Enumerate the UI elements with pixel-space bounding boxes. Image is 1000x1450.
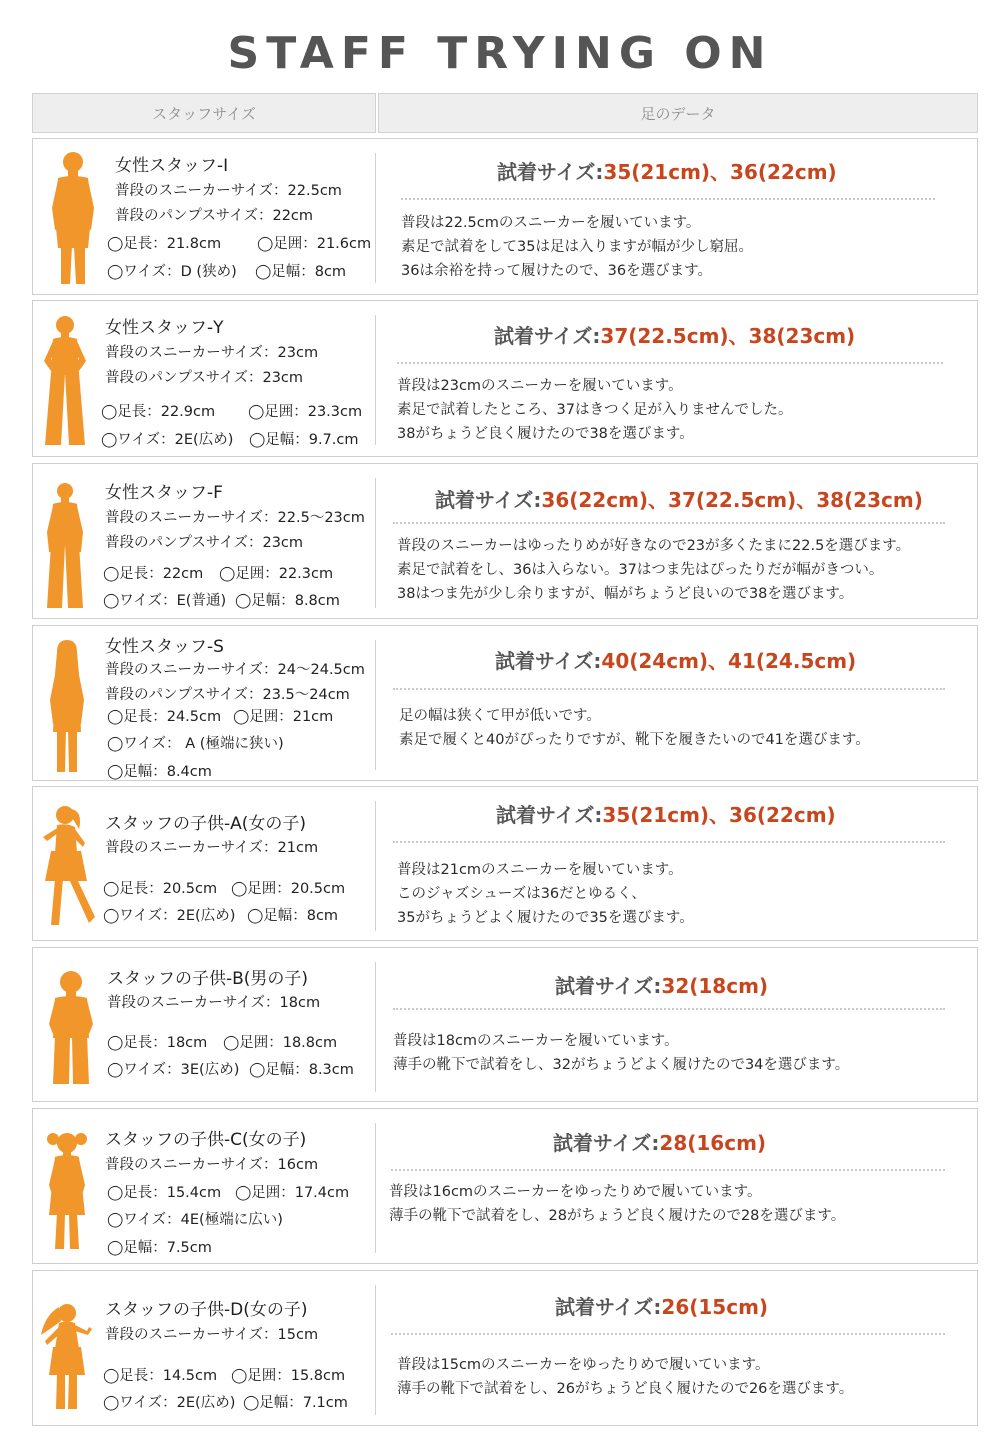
header-staff-size: スタッフサイズ bbox=[32, 93, 376, 133]
try-size-value: 35(21cm)、36(22cm) bbox=[603, 160, 837, 184]
comment-line: 薄手の靴下で試着をし、32がちょうどよく履けたので34を選びます。 bbox=[393, 1057, 850, 1073]
table-header bbox=[32, 93, 978, 133]
foot-wise: ◯ワイズ：E(普通) bbox=[103, 593, 227, 609]
try-size-label: 試着サイズ: bbox=[555, 1295, 662, 1319]
foot-girth: ◯足囲：21.6cm bbox=[257, 236, 372, 252]
sneaker-size: 普段のスニーカーサイズ：22.5〜23cm bbox=[105, 510, 365, 526]
try-size-label: 試着サイズ: bbox=[495, 649, 602, 673]
sneaker-size: 普段のスニーカーサイズ：18cm bbox=[107, 995, 321, 1011]
foot-width: ◯足幅：7.1cm bbox=[243, 1395, 348, 1411]
foot-girth: ◯足囲：18.8cm bbox=[223, 1035, 338, 1051]
column-divider bbox=[375, 478, 376, 608]
foot-wise: ◯ワイズ：2E(広め) bbox=[103, 908, 236, 924]
sneaker-size: 普段のスニーカーサイズ：21cm bbox=[105, 840, 319, 856]
sneaker-size: 普段のスニーカーサイズ：15cm bbox=[105, 1327, 319, 1343]
try-size-value: 32(18cm) bbox=[661, 974, 769, 998]
foot-length: ◯足長：24.5cm bbox=[107, 709, 222, 725]
sneaker-size: 普段のスニーカーサイズ：24〜24.5cm bbox=[105, 662, 365, 678]
comment-line: 素足で試着をし、36は入らない。37はつま先はぴったりだが幅がきつい。 bbox=[397, 562, 884, 578]
foot-girth: ◯足囲：15.8cm bbox=[231, 1368, 346, 1384]
woman-silhouette-icon bbox=[43, 147, 103, 289]
foot-length: ◯足長：15.4cm bbox=[107, 1185, 222, 1201]
sneaker-size: 普段のスニーカーサイズ：22.5cm bbox=[115, 183, 342, 199]
dotted-divider bbox=[393, 1008, 945, 1010]
try-size-value: 35(21cm)、36(22cm) bbox=[602, 803, 836, 827]
column-divider bbox=[375, 315, 376, 445]
pumps-size: 普段のパンプスサイズ：23cm bbox=[105, 370, 304, 386]
try-size-label: 試着サイズ: bbox=[496, 803, 603, 827]
sneaker-size: 普段のスニーカーサイズ：23cm bbox=[105, 345, 319, 361]
staff-name: スタッフの子供-B(男の子) bbox=[107, 969, 309, 989]
pumps-size: 普段のパンプスサイズ：22cm bbox=[115, 208, 314, 224]
comment-line: 素足で試着したところ、37はきつく足が入りませんでした。 bbox=[397, 402, 793, 418]
foot-girth: ◯足囲：23.3cm bbox=[248, 404, 363, 420]
dotted-divider bbox=[393, 522, 945, 524]
comment-line: 普段は16cmのスニーカーをゆったりめで履いています。 bbox=[389, 1184, 762, 1200]
try-size-label: 試着サイズ: bbox=[494, 324, 601, 348]
foot-girth: ◯足囲：22.3cm bbox=[219, 566, 334, 582]
woman-silhouette-icon bbox=[41, 313, 89, 447]
girl-silhouette-icon bbox=[45, 1129, 89, 1253]
try-size bbox=[435, 484, 923, 513]
comment-line: 素足で試着をして35は足は入りますが幅が少し窮屈。 bbox=[401, 239, 753, 255]
header-foot-data: 足のデータ bbox=[378, 93, 978, 133]
dotted-divider bbox=[393, 688, 945, 690]
try-size-value: 36(22cm)、37(22.5cm)、38(23cm) bbox=[541, 488, 923, 512]
comment-line: 36は余裕を持って履けたので、36を選びます。 bbox=[401, 263, 712, 279]
dotted-divider bbox=[401, 198, 935, 200]
staff-row bbox=[32, 463, 978, 619]
comment-line: 普段は21cmのスニーカーを履いています。 bbox=[397, 862, 683, 878]
foot-length: ◯足長：22.9cm bbox=[101, 404, 216, 420]
column-divider bbox=[375, 962, 376, 1092]
try-size bbox=[494, 320, 855, 349]
comment-line: 素足で履くと40がぴったりですが、靴下を履きたいので41を選びます。 bbox=[399, 732, 870, 748]
try-size bbox=[555, 1291, 768, 1320]
foot-wise: ◯ワイズ：3E(広め) bbox=[107, 1062, 240, 1078]
foot-width: ◯足幅：8.8cm bbox=[235, 593, 340, 609]
dotted-divider bbox=[391, 1333, 945, 1335]
foot-width: ◯足幅：8cm bbox=[247, 908, 339, 924]
comment-line: 薄手の靴下で試着をし、28がちょうど良く履けたので28を選びます。 bbox=[389, 1208, 846, 1224]
staff-row bbox=[32, 1270, 978, 1426]
staff-name: スタッフの子供-A(女の子) bbox=[105, 814, 307, 834]
staff-row bbox=[32, 300, 978, 457]
column-divider bbox=[375, 1123, 376, 1253]
foot-girth: ◯足囲：21cm bbox=[233, 709, 334, 725]
dotted-divider bbox=[393, 841, 945, 843]
staff-name: 女性スタッフ-S bbox=[105, 637, 224, 657]
pumps-size: 普段のパンプスサイズ：23.5〜24cm bbox=[105, 687, 350, 703]
boy-silhouette-icon bbox=[47, 968, 95, 1088]
comment-line: 普段は18cmのスニーカーを履いています。 bbox=[393, 1033, 679, 1049]
woman-silhouette-icon bbox=[45, 638, 89, 774]
foot-wise: ◯ワイズ：2E(広め) bbox=[101, 432, 234, 448]
staff-name: 女性スタッフ-I bbox=[115, 156, 229, 176]
column-divider bbox=[375, 801, 376, 931]
foot-width: ◯足幅：8.3cm bbox=[249, 1062, 354, 1078]
page-title: STAFF TRYING ON bbox=[227, 28, 773, 79]
foot-girth: ◯足囲：17.4cm bbox=[235, 1185, 350, 1201]
foot-wise: ◯ワイズ： A (極端に狭い) bbox=[107, 736, 284, 752]
try-size-label: 試着サイズ: bbox=[555, 974, 662, 998]
comment-line: 普段は23cmのスニーカーを履いています。 bbox=[397, 378, 683, 394]
staff-row bbox=[32, 625, 978, 781]
foot-width: ◯足幅：8cm bbox=[255, 264, 347, 280]
woman-silhouette-icon bbox=[43, 480, 87, 610]
foot-wise: ◯ワイズ：2E(広め) bbox=[103, 1395, 236, 1411]
comment-line: 38がちょうど良く履けたので38を選びます。 bbox=[397, 426, 694, 442]
foot-length: ◯足長：22cm bbox=[103, 566, 204, 582]
comment-line: 普段は15cmのスニーカーをゆったりめで履いています。 bbox=[397, 1357, 770, 1373]
foot-length: ◯足長：14.5cm bbox=[103, 1368, 218, 1384]
comment-line: 薄手の靴下で試着をし、26がちょうど良く履けたので26を選びます。 bbox=[397, 1381, 854, 1397]
comment-line: 普段のスニーカーはゆったりめが好きなので23が多くたまに22.5を選びます。 bbox=[397, 538, 911, 554]
staff-name: スタッフの子供-C(女の子) bbox=[105, 1130, 307, 1150]
try-size bbox=[555, 970, 768, 999]
foot-width: ◯足幅：8.4cm bbox=[107, 764, 212, 780]
staff-row bbox=[32, 1108, 978, 1264]
foot-wise: ◯ワイズ：4E(極端に広い) bbox=[107, 1212, 283, 1228]
try-size-label: 試着サイズ: bbox=[553, 1131, 660, 1155]
dotted-divider bbox=[397, 362, 943, 364]
sneaker-size: 普段のスニーカーサイズ：16cm bbox=[105, 1157, 319, 1173]
foot-girth: ◯足囲：20.5cm bbox=[231, 881, 346, 897]
try-size bbox=[497, 156, 837, 185]
foot-wise: ◯ワイズ：D (狭め) bbox=[107, 264, 237, 280]
column-divider bbox=[375, 640, 376, 770]
try-size bbox=[496, 799, 836, 828]
pumps-size: 普段のパンプスサイズ：23cm bbox=[105, 535, 304, 551]
comment-line: 普段は22.5cmのスニーカーを履いています。 bbox=[401, 215, 701, 231]
girl-silhouette-icon bbox=[39, 1301, 93, 1413]
comment-line: 35がちょうどよく履けたので35を選びます。 bbox=[397, 910, 694, 926]
foot-length: ◯足長：18cm bbox=[107, 1035, 208, 1051]
comment-line: 38はつま先が少し余りますが、幅がちょうど良いので38を選びます。 bbox=[397, 586, 854, 602]
try-size bbox=[495, 645, 856, 674]
girl-silhouette-icon bbox=[37, 801, 103, 929]
foot-length: ◯足長：20.5cm bbox=[103, 881, 218, 897]
comment-line: このジャズシューズは36だとゆるく、 bbox=[397, 886, 646, 902]
foot-length: ◯足長：21.8cm bbox=[107, 236, 222, 252]
try-size-value: 40(24cm)、41(24.5cm) bbox=[601, 649, 857, 673]
try-size-label: 試着サイズ: bbox=[497, 160, 604, 184]
staff-row bbox=[32, 947, 978, 1102]
staff-name: 女性スタッフ-F bbox=[105, 483, 223, 503]
staff-name: 女性スタッフ-Y bbox=[105, 318, 224, 338]
try-size-value: 26(15cm) bbox=[661, 1295, 769, 1319]
try-size-value: 37(22.5cm)、38(23cm) bbox=[600, 324, 856, 348]
column-divider bbox=[375, 1285, 376, 1415]
foot-width: ◯足幅：7.5cm bbox=[107, 1240, 212, 1256]
column-divider bbox=[375, 153, 376, 283]
staff-name: スタッフの子供-D(女の子) bbox=[105, 1300, 308, 1320]
staff-row bbox=[32, 786, 978, 941]
dotted-divider bbox=[391, 1169, 945, 1171]
foot-width: ◯足幅：9.7.cm bbox=[249, 432, 359, 448]
comment-line: 足の幅は狭くて甲が低いです。 bbox=[399, 708, 601, 724]
try-size-value: 28(16cm) bbox=[659, 1131, 767, 1155]
try-size bbox=[553, 1127, 766, 1156]
staff-row bbox=[32, 138, 978, 295]
try-size-label: 試着サイズ: bbox=[435, 488, 542, 512]
